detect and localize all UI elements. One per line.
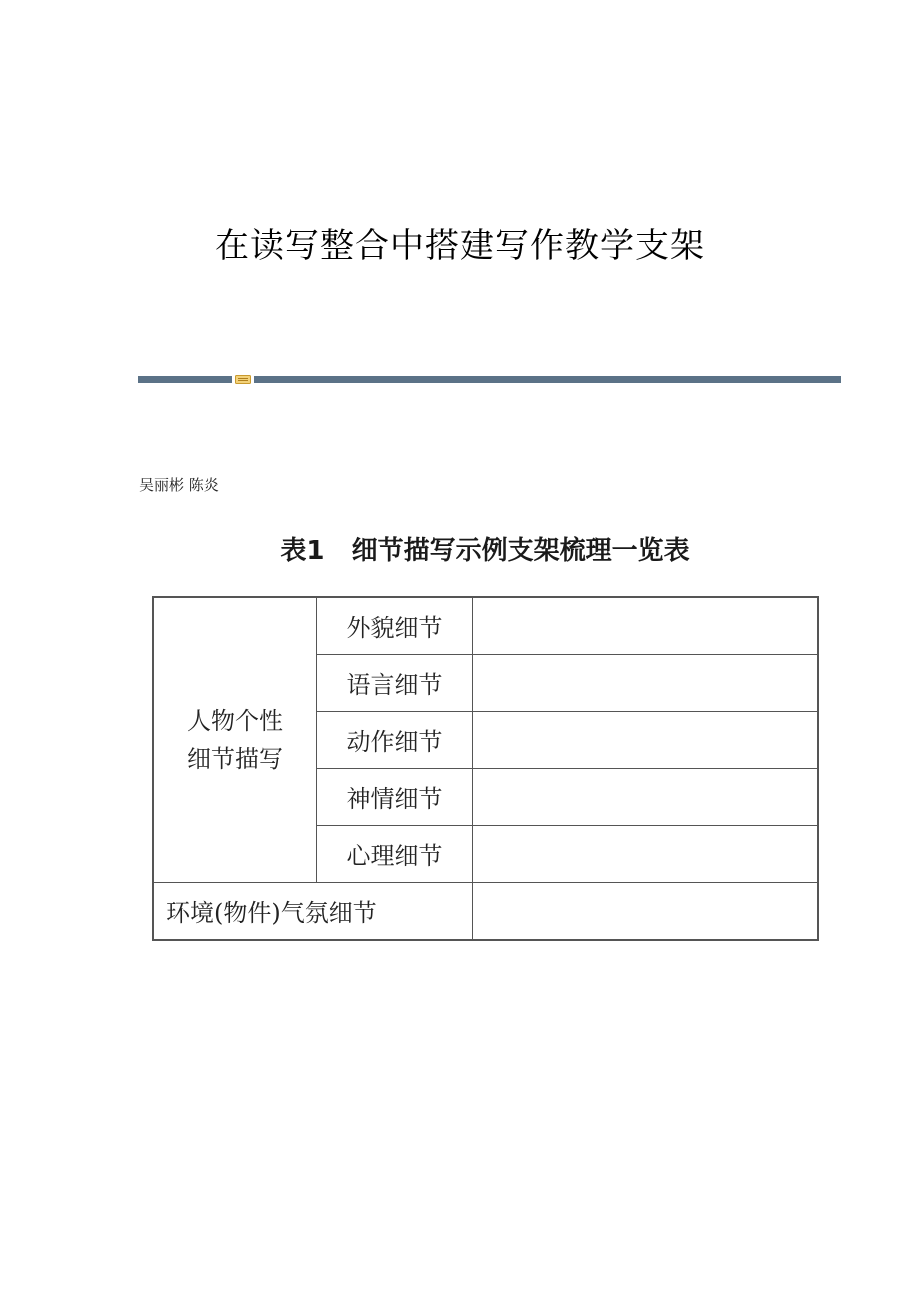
- group-label-line2: 细节描写: [187, 744, 283, 773]
- group-label-line1: 人物个性: [187, 706, 283, 735]
- detail-description-table: [152, 596, 819, 941]
- item-value-appearance: [473, 597, 819, 654]
- item-value-expression: [473, 768, 819, 825]
- table-row: [153, 597, 818, 654]
- divider-ornament-icon: [235, 375, 251, 384]
- divider-bar-left: [138, 376, 232, 383]
- author-line: 吴丽彬 陈炎: [139, 476, 219, 494]
- item-value-language: [473, 654, 819, 711]
- item-value-action: [473, 711, 819, 768]
- table-caption: 表1 细节描写示例支架梳理一览表: [280, 536, 690, 566]
- title-divider: [138, 375, 841, 384]
- item-label-language: 语言细节: [317, 654, 473, 711]
- environment-label: 环境(物件)气氛细节: [153, 882, 473, 940]
- item-label-expression: 神情细节: [317, 768, 473, 825]
- item-label-psychology: 心理细节: [317, 825, 473, 882]
- document-title: 在读写整合中搭建写作教学支架: [215, 226, 705, 266]
- item-label-action: 动作细节: [317, 711, 473, 768]
- table-row: [153, 882, 818, 940]
- divider-bar-right: [254, 376, 841, 383]
- environment-value: [473, 882, 819, 940]
- item-label-appearance: 外貌细节: [317, 597, 473, 654]
- item-value-psychology: [473, 825, 819, 882]
- group-label-cell: [153, 597, 317, 882]
